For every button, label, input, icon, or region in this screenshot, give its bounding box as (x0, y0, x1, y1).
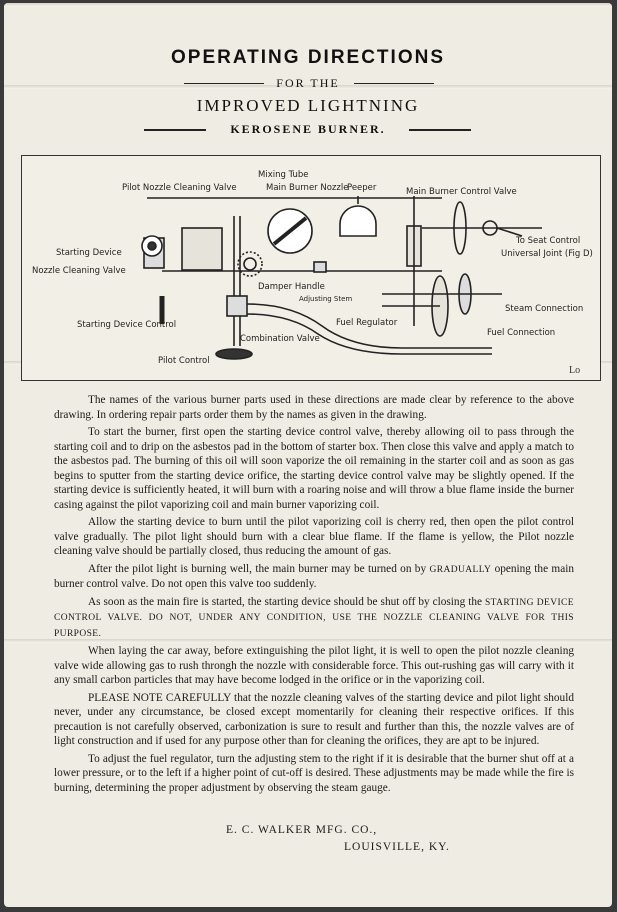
paragraph-pilot: Allow the starting device to burn until the pilot vaporizing coil is cherry red, then open the pilot control valve gradually. The pilot light should burn with a clear blue flame. If the flame is yellow, the Pilot nozzle cleaning valve should be partially closed, thus reducing the amount of gas. (54, 516, 574, 557)
p4-part1: After the pilot light is burning well, the main burner may be turned on by (88, 562, 427, 575)
paragraph-regulator: To adjust the fuel regulator, turn the adjusting stem to the right if it is desirable that the burner shut off at a lower pressure, or to the left if a higher point of cut-off is desired. These adjustments may be made while the fire is burning, determining the proper adjustment by observing the steam gauge. (54, 752, 574, 794)
label-nozzle-cleaning-valve: Nozzle Cleaning Valve (32, 266, 126, 276)
label-pilot-control: Pilot Control (158, 356, 210, 366)
paragraph-laying-away: When laying the car away, before extinguishing the pilot light, it is well to open the pilot nozzle cleaning valve wide allowing gas to rush throngh the nozzle with considerable force. This out-rushing gas will carry with it any small carbon particles that may have become lodged in the orifice or in the vaporizing coil. (54, 645, 574, 686)
paragraph-shutoff (54, 595, 574, 642)
label-damper-handle: Damper Handle (258, 282, 325, 292)
label-combination-valve: Combination Valve (240, 334, 320, 344)
label-main-burner-nozzle: Main Burner Nozzle (266, 183, 349, 193)
p5-part1: As soon as the main fire is started, the starting device should be shut off by closing the (88, 595, 483, 608)
paragraph-main-burner (54, 562, 574, 592)
label-starting-device-control: Starting Device Control (77, 320, 177, 330)
label-pilot-nozzle-cleaning-valve: Pilot Nozzle Cleaning Valve (122, 183, 237, 193)
for-the-text: FOR THE (276, 76, 340, 90)
burner-diagram (21, 155, 601, 381)
label-steam-connection: Steam Connection (505, 304, 584, 314)
document-page (4, 3, 612, 907)
company-name: E. C. WALKER MFG. CO., (226, 824, 378, 836)
label-to-seat-control: To Seat Control (516, 236, 581, 246)
label-main-burner-control-valve: Main Burner Control Valve (406, 187, 517, 197)
label-fuel-connection: Fuel Connection (487, 328, 556, 338)
top-edge (4, 3, 612, 7)
label-peeper: Peeper (347, 183, 377, 193)
label-adjusting-stem: Adjusting Stem (299, 295, 353, 303)
p5-warning: STARTING DEVICE CONTROL VALVE. DO NOT, UNDER ANY CONDITION, USE THE NOZZLE CLEANING VALVE FOR THIS PURPOSE. (54, 597, 574, 639)
label-starting-device: Starting Device (56, 248, 122, 258)
paragraph-note: PLEASE NOTE CAREFULLY that the nozzle cleaning valves of the starting device and pilot light should never, under any circumstance, be closed except momentarily for cleaning their respective orifices. If this precaution is not carefully observed, carbonization is sure to result and further than this, the nozzle valves are of light construction and if used for any purpose other than for cleaning the orifices, they are apt to be injured. (54, 691, 574, 747)
label-universal-joint: Universal Joint (Fig D) (501, 249, 593, 259)
corner-mark: Lo (569, 365, 581, 376)
label-mixing-tube: Mixing Tube (258, 170, 309, 180)
paragraph-intro: The names of the various burner parts used in these directions are made clear by reference to the above drawing. In ordering repair parts order them by the names as given in the drawing. (54, 394, 574, 421)
subtitle: KEROSENE BURNER. (230, 122, 386, 136)
p4-gradually: GRADUALLY (429, 564, 492, 575)
paragraph-start: To start the burner, first open the starting device control valve, thereby allowing oil to pass through the starting coil and to drip on the asbestos pad in the bottom of starter box. Then close this valve and apply a match to the asbestos pad. The burning of this oil will soon vaporize the oil remaining in the starter coil and as soon as gas begins to sputter from the starting device orifice, the starting device control valve may be slightly opened. If the starting device is sufficiently heated, it will burn with a roaring noise and will throw a blue flame inside the burner casing against the pilot vaporizing coil and main burner vaporizing coil. (54, 426, 574, 511)
p4-part2: opening the main burner control valve. Do not open this valve too suddenly. (54, 562, 575, 590)
product-name: IMPROVED LIGHTNING (196, 96, 420, 115)
company-city: LOUISVILLE, KY. (344, 841, 450, 853)
rule-right-forthe (354, 83, 434, 84)
label-fuel-regulator: Fuel Regulator (336, 318, 398, 328)
rule-right-subtitle (409, 129, 471, 131)
directions-text (54, 393, 574, 798)
page-title: OPERATING DIRECTIONS (171, 47, 445, 68)
